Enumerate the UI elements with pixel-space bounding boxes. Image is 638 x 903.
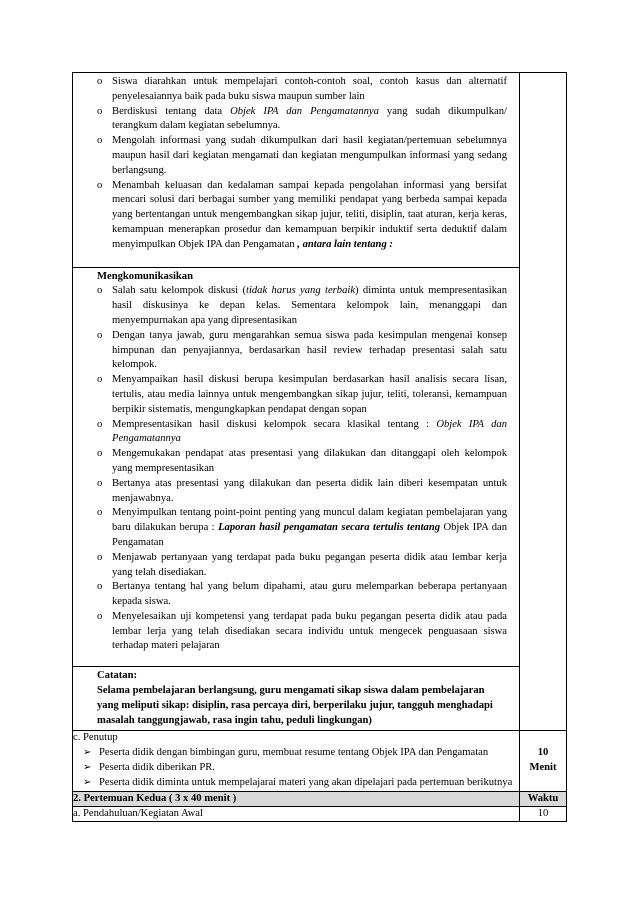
list-item: o Bertanya tentang hal yang belum dipahami, atau guru melemparkan beberapa pertanyaan kepada siswa. bbox=[97, 580, 507, 610]
closing-time-cell bbox=[520, 731, 567, 791]
communicate-list bbox=[97, 284, 507, 654]
activity-table bbox=[72, 72, 567, 822]
opening-row bbox=[73, 806, 567, 821]
core-activity-cell bbox=[73, 73, 520, 731]
list-item: o Berdiskusi tentang data Objek IPA dan Pengamatannya yang sudah dikumpulkan/ terangkum dalam kegiatan sebelumnya. bbox=[97, 105, 507, 135]
list-item: ➢ Peserta didik diminta untuk mempelajarai materi yang akan dipelajari pada pertemuan berikutnya bbox=[83, 776, 519, 791]
list-item: ➢ Peserta didik dengan bimbingan guru, membuat resume tentang Objek IPA dan Pengamatan bbox=[83, 746, 519, 761]
note-text: Selama pembelajaran berlangsung, guru mengamati sikap siswa dalam pembelajaran yang meliputi sikap: disiplin, rasa percaya diri, berperilaku jujur, tangguh menghadapi masalah tanggungjawab, rasa ingin tahu, peduli lingkungan) bbox=[97, 685, 493, 726]
list-item: o Mempresentasikan hasil diskusi kelompok secara klasikal tentang : Objek IPA dan Pengamatannya bbox=[97, 418, 507, 448]
list-item: o Menyampaikan hasil diskusi berupa kesimpulan berdasarkan hasil analisis secara lisan, tertulis, atau media lainnya untuk mengembangkan sikap jujur, teliti, toleransi, kemampuan berpikir sistematis, mengungkapkan pendapat dengan sopan bbox=[97, 373, 507, 417]
explore-section bbox=[73, 73, 519, 268]
core-activity-row bbox=[73, 73, 567, 731]
list-item: o Menyelesaikan uji kompetensi yang terdapat pada buku pegangan peserta didik atau pada lembar lerja yang telah disediakan secara individu untuk mengecek penguasaan siswa terhadap materi pelajaran bbox=[97, 610, 507, 654]
communicate-section bbox=[73, 268, 519, 668]
second-meeting-label: 2. Pertemuan Kedua ( 3 x 40 menit ) bbox=[73, 791, 520, 806]
closing-time-number: 10 bbox=[537, 747, 549, 759]
note-section bbox=[73, 667, 519, 730]
note-title: Catatan: bbox=[97, 670, 138, 682]
explore-list bbox=[97, 75, 507, 253]
list-item: o Menyimpulkan tentang point-point penting yang muncul dalam kegiatan pembelajaran yang baru dilakukan berupa : Laporan hasil pengamatan secara tertulis tentang Objek IPA dan Pengamatan bbox=[97, 506, 507, 550]
list-item: o Bertanya atas presentasi yang dilakukan dan peserta didik lain diberi kesempatan untuk menjawabnya. bbox=[97, 477, 507, 507]
list-item: o Salah satu kelompok diskusi (tidak harus yang terbaik) diminta untuk mempresentasikan hasil diskusinya ke depan kelas. Sementara kelompok lain, menanggapi dan menyempurnakan apa yang dipresentasikan bbox=[97, 284, 507, 328]
closing-cell bbox=[73, 731, 520, 791]
list-item: o Menambah keluasan dan kedalaman sampai kepada pengolahan informasi yang bersifat mencari solusi dari berbagai sumber yang memiliki pendapat yang berbeda sampai kepada yang bertentangan untuk mengembangkan sikap jujur, teliti, disiplin, taat aturan, kerja keras, kemampuan menerapkan prosedur dan kemampuan berpikir induktif serta deduktif dalam menyimpulkan Objek IPA dan Pengamatan , antara lain tentang : bbox=[97, 179, 507, 253]
opening-label: a. Pendahuluan/Kegiatan Awal bbox=[73, 806, 520, 821]
closing-label: c. Penutup bbox=[73, 732, 118, 744]
list-item: ➢ Peserta didik diberikan PR. bbox=[83, 761, 519, 776]
closing-time-unit: Menit bbox=[529, 762, 557, 774]
core-activity-time-cell bbox=[520, 73, 567, 731]
closing-list bbox=[73, 746, 519, 790]
time-column-header: Waktu bbox=[520, 791, 567, 806]
second-meeting-row bbox=[73, 791, 567, 806]
list-item: o Mengemukakan pendapat atas presentasi yang dilakukan dan ditanggapi oleh kelompok yang mempresentasikan bbox=[97, 447, 507, 477]
closing-row bbox=[73, 731, 567, 791]
opening-time: 10 bbox=[520, 806, 567, 821]
list-item: o Menjawab pertanyaan yang terdapat pada buku pegangan peserta didik atau lembar kerja yang telah disediakan. bbox=[97, 551, 507, 581]
section-heading: Mengkomunikasikan bbox=[97, 270, 193, 282]
list-item: o Mengolah informasi yang sudah dikumpulkan dari hasil kegiatan/pertemuan sebelumnya maupun hasil dari kegiatan mengamati dan kegiatan mengumpulkan informasi yang sedang berlangsung. bbox=[97, 134, 507, 178]
list-item: o Siswa diarahkan untuk mempelajari contoh-contoh soal, contoh kasus dan alternatif penyelesaiannya baik pada buku siswa maupun sumber lain bbox=[97, 75, 507, 105]
lesson-plan-page bbox=[72, 72, 566, 822]
list-item: o Dengan tanya jawab, guru mengarahkan semua siswa pada kesimpulan mengenai konsep himpunan dan penyajiannya, berdasarkan hasil review terhadap presentasi salah satu kelompok. bbox=[97, 329, 507, 373]
